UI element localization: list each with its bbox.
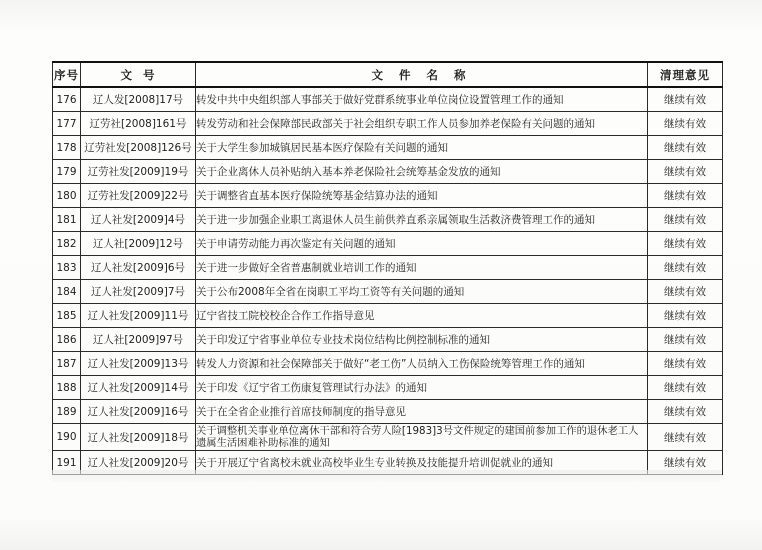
row-doc-no: 辽人社[2009]97号 (81, 328, 196, 352)
row-doc-no: 辽人社发[2009]11号 (81, 304, 196, 328)
header-doc-name: 文 件 名 称 (196, 62, 648, 87)
row-seq: 178 (53, 136, 81, 160)
row-opinion: 继续有效 (648, 451, 723, 475)
table-row (53, 352, 723, 376)
row-title: 关于申请劳动能力再次鉴定有关问题的通知 (196, 232, 648, 256)
row-seq: 191 (53, 451, 81, 475)
table-row (53, 160, 723, 184)
row-doc-no: 辽人社发[2009]20号 (81, 451, 196, 475)
row-seq: 177 (53, 112, 81, 136)
row-opinion: 继续有效 (648, 400, 723, 424)
table-row (53, 136, 723, 160)
table-row (53, 208, 723, 232)
table-row (53, 280, 723, 304)
row-doc-no: 辽人社发[2009]14号 (81, 376, 196, 400)
row-seq: 188 (53, 376, 81, 400)
row-title: 关于进一步加强企业职工离退休人员生前供养直系亲属领取生活救济费管理工作的通知 (196, 208, 648, 232)
table-row (53, 112, 723, 136)
row-title: 转发中共中央组织部人事部关于做好党群系统事业单位岗位设置管理工作的通知 (196, 87, 648, 112)
table-row (53, 400, 723, 424)
row-doc-no: 辽劳社发[2009]22号 (81, 184, 196, 208)
row-seq: 187 (53, 352, 81, 376)
row-title: 关于在全省企业推行首席技师制度的指导意见 (196, 400, 648, 424)
table-row (53, 184, 723, 208)
table-row (53, 376, 723, 400)
row-doc-no: 辽人社发[2009]18号 (81, 424, 196, 451)
row-opinion: 继续有效 (648, 112, 723, 136)
bottom-shadow-strip (52, 470, 722, 482)
document-table (52, 61, 723, 475)
row-opinion: 继续有效 (648, 208, 723, 232)
row-seq: 184 (53, 280, 81, 304)
row-seq: 190 (53, 424, 81, 451)
row-doc-no: 辽人社发[2009]13号 (81, 352, 196, 376)
row-seq: 176 (53, 87, 81, 112)
row-seq: 183 (53, 256, 81, 280)
row-title: 关于印发《辽宁省工伤康复管理试行办法》的通知 (196, 376, 648, 400)
table-header-row (53, 62, 723, 87)
table-row (53, 87, 723, 112)
row-title: 转发劳动和社会保障部民政部关于社会组织专职工作人员参加养老保险有关问题的通知 (196, 112, 648, 136)
row-title: 关于调整省直基本医疗保险统筹基金结算办法的通知 (196, 184, 648, 208)
row-title: 关于公布2008年全省在岗职工平均工资等有关问题的通知 (196, 280, 648, 304)
row-doc-no: 辽人发[2008]17号 (81, 87, 196, 112)
row-opinion: 继续有效 (648, 184, 723, 208)
row-opinion: 继续有效 (648, 352, 723, 376)
row-opinion: 继续有效 (648, 376, 723, 400)
row-doc-no: 辽人社发[2009]4号 (81, 208, 196, 232)
row-seq: 179 (53, 160, 81, 184)
row-doc-no: 辽人社发[2009]16号 (81, 400, 196, 424)
row-title: 转发人力资源和社会保障部关于做好“老工伤”人员纳入工伤保险统筹管理工作的通知 (196, 352, 648, 376)
table-row (53, 328, 723, 352)
row-doc-no: 辽劳社[2008]161号 (81, 112, 196, 136)
row-seq: 185 (53, 304, 81, 328)
table-row (53, 304, 723, 328)
row-title: 关于进一步做好全省普惠制就业培训工作的通知 (196, 256, 648, 280)
row-title: 关于企业离休人员补贴纳入基本养老保险社会统筹基金发放的通知 (196, 160, 648, 184)
row-title: 关于印发辽宁省事业单位专业技术岗位结构比例控制标准的通知 (196, 328, 648, 352)
row-seq: 186 (53, 328, 81, 352)
row-doc-no: 辽人社发[2009]6号 (81, 256, 196, 280)
row-opinion: 继续有效 (648, 328, 723, 352)
row-title: 关于大学生参加城镇居民基本医疗保险有关问题的通知 (196, 136, 648, 160)
row-opinion: 继续有效 (648, 424, 723, 451)
header-opinion: 清理意见 (648, 62, 723, 87)
header-seq: 序号 (53, 62, 81, 87)
row-opinion: 继续有效 (648, 160, 723, 184)
row-opinion: 继续有效 (648, 87, 723, 112)
row-opinion: 继续有效 (648, 136, 723, 160)
row-doc-no: 辽人社发[2009]7号 (81, 280, 196, 304)
header-doc-no: 文 号 (81, 62, 196, 87)
row-doc-no: 辽劳社发[2008]126号 (81, 136, 196, 160)
row-opinion: 继续有效 (648, 280, 723, 304)
table-row (53, 232, 723, 256)
row-title: 关于开展辽宁省离校未就业高校毕业生专业转换及技能提升培训促就业的通知 (196, 451, 648, 475)
row-doc-no: 辽人社[2009]12号 (81, 232, 196, 256)
row-opinion: 继续有效 (648, 232, 723, 256)
row-seq: 180 (53, 184, 81, 208)
row-opinion: 继续有效 (648, 304, 723, 328)
row-title: 辽宁省技工院校校企合作工作指导意见 (196, 304, 648, 328)
row-opinion: 继续有效 (648, 256, 723, 280)
row-seq: 182 (53, 232, 81, 256)
row-seq: 181 (53, 208, 81, 232)
table-row (53, 256, 723, 280)
table-row (53, 424, 723, 451)
row-title: 关于调整机关事业单位离休干部和符合劳人险[1983]3号文件规定的建国前参加工作的退休老工人遗属生活困难补助标准的通知 (196, 424, 648, 451)
row-doc-no: 辽劳社发[2009]19号 (81, 160, 196, 184)
row-seq: 189 (53, 400, 81, 424)
